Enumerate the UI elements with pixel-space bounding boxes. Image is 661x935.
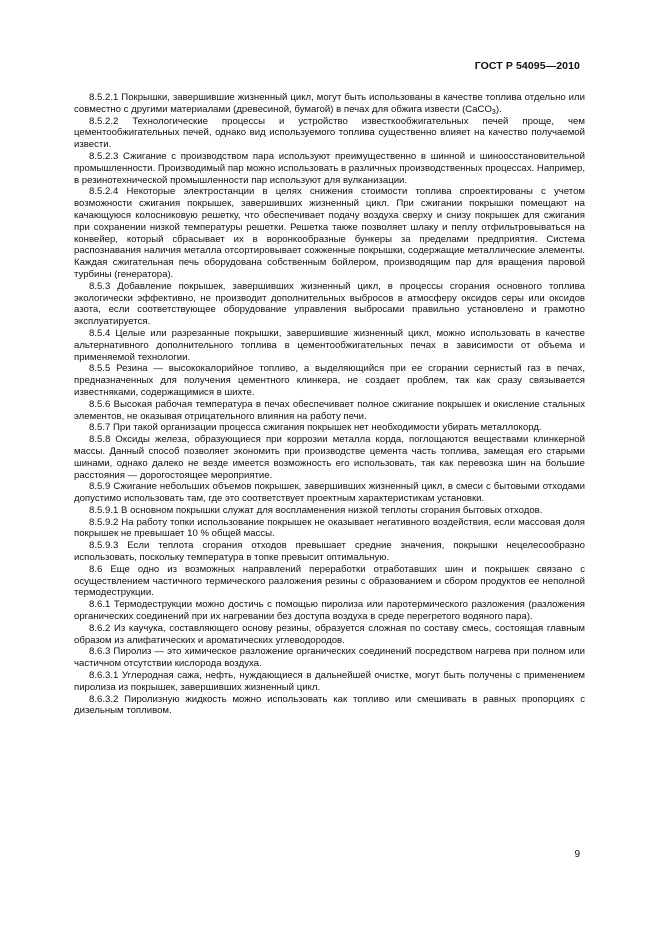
standard-designation: ГОСТ Р 54095—2010: [474, 60, 580, 72]
paragraph-8-5-5: 8.5.5 Резина — высококалорийное топливо, а выделяющийся при ее сгорании сернистый газ в печах, предназначенных для получения цементного клинкера, не создает проблем, так как сразу связывается известняками, содержащимися в шихте.: [74, 363, 585, 398]
paragraph-8-5-9-1: 8.5.9.1 В основном покрышки служат для воспламенения низкой теплоты сгорания бытовых отходов.: [89, 504, 543, 516]
paragraph-8-5-6: 8.5.6 Высокая рабочая температура в печах обеспечивает полное сжигание покрышек и окисление стальных элементов, не оказывая отрицательного влияния на работу печи.: [74, 398, 585, 422]
paragraph-8-5-2-2: 8.5.2.2 Технологические процессы и устройство известкообжигательных печей проще, чем цементообжигательных печей, однако вид используемого топлива существенно влияет на качество получаемой извести.: [74, 115, 585, 151]
document-body: [74, 92, 585, 717]
paragraph-8-5-9-3: 8.5.9.3 Если теплота сгорания отходов превышает средние значения, покрышки нецелесообразно использовать, поскольку температура в топке превысит оптимальную.: [74, 540, 585, 564]
paragraph-8-5-9: 8.5.9 Сжигание небольших объемов покрышек, завершивших жизненный цикл, в смеси с бытовыми отходами допустимо использовать там, где это соответствует проектным характеристикам установки.: [74, 481, 585, 505]
paragraph-8-5-4: 8.5.4 Целые или разрезанные покрышки, завершившие жизненный цикл, можно использовать в качестве альтернативного дополнительного топлива в цементообжигательных печах в зависимости от объема и применяемой технологии.: [74, 327, 585, 363]
paragraph-8-6: 8.6 Еще одно из возможных направлений переработки отработавших шин и покрышек связано с осуществлением частичного термического разложения резины с образованием и сбором продуктов ее неполной термодеструкции.: [74, 563, 585, 599]
paragraph-8-6-3: 8.6.3 Пиролиз — это химическое разложение органических соединений посредством нагрева при полном или частичном отсутствии кислорода воздуха.: [74, 646, 585, 670]
paragraph-8-6-3-2: 8.6.3.2 Пиролизную жидкость можно использовать как топливо или смешивать в равных пропорциях с дизельным топливом.: [74, 693, 585, 717]
paragraph-8-5-2-3: 8.5.2.3 Сжигание с производством пара используют преимущественно в шинной и шиноосстановительной промышленности. Производимый пар можно использовать в различных производственных процессах. Например, в резинотехнической промышленности пар используют для вулканизации.: [74, 150, 585, 186]
paragraph-8-5-8: 8.5.8 Оксиды железа, образующиеся при коррозии металла корда, поглощаются веществами клинкерной массы. Данный способ позволяет экономить при производстве цемента часть топлива, замещая его старыми шинами, однако далеко не везде имеется возможность его использовать, так как перевозка шин на большие расстояния — дорогостоящее мероприятие.: [74, 434, 585, 481]
paragraph-8-6-3-1: 8.6.3.1 Углеродная сажа, нефть, нуждающиеся в дальнейшей очистке, могут быть получены с применением пиролиза из покрышек, завершивших жизненный цикл.: [74, 670, 585, 693]
page-number: 9: [574, 849, 580, 860]
paragraph-8-5-2-4: 8.5.2.4 Некоторые электростанции в целях снижения стоимости топлива спроектированы с учетом возможности сжигания покрышек, завершивших жизненный цикл. При сжигании покрышки помещают на качающуюся колосниковую решетку, что обеспечивает подачу воздуха сверху и снизу покрышек для сжигания при сохранении низкой температуры решетки. Решетка также позволяет шлаку и пеплу отфильтровываться на конвейер, который сбрасывает их в воронкообразные бункеры за пределами предприятия. Система распознавания наличия металла отсортировывает сожженные покрышки, содержащие металлические элементы. Каждая сжигательная печь оборудована собственным бойлером, производящим пар для вращения паровой турбины (генератора).: [74, 186, 585, 280]
paragraph-8-5-9-2: 8.5.9.2 На работу топки использование покрышек не оказывает негативного воздействия, если массовая доля покрышек не превышает 10 % общей массы.: [74, 516, 585, 540]
paragraph-8-5-7: 8.5.7 При такой организации процесса сжигания покрышек нет необходимости убирать металлокорд.: [89, 422, 542, 434]
paragraph-8-5-3: 8.5.3 Добавление покрышек, завершивших жизненный цикл, в процессы сгорания основного топлива экологически эффективно, не производит дополнительных выбросов в атмосферу оксидов серы или оксидов азота, если соответствующее оборудование управления выбросами правильно установлено и грамотно эксплуатируется.: [74, 280, 585, 328]
paragraph-8-5-2-1: 8.5.2.1 Покрышки, завершившие жизненный цикл, могут быть использованы в качестве топлива отдельно или совместно с другими материалами (древесиной, бумагой) в печах для обжига извести (CaCO$_3$).: [74, 92, 585, 116]
paragraph-8-6-1: 8.6.1 Термодеструкции можно достичь с помощью пиролиза или паротермического разложения (разложения органических соединений при их нагревании без доступа воздуха в среде перегретого водяного пара).: [74, 599, 585, 623]
paragraph-8-6-2: 8.6.2 Из каучука, составляющего основу резины, образуется сложная по составу смесь, состоящая главным образом из алифатических и ароматических углеводородов.: [74, 622, 585, 646]
